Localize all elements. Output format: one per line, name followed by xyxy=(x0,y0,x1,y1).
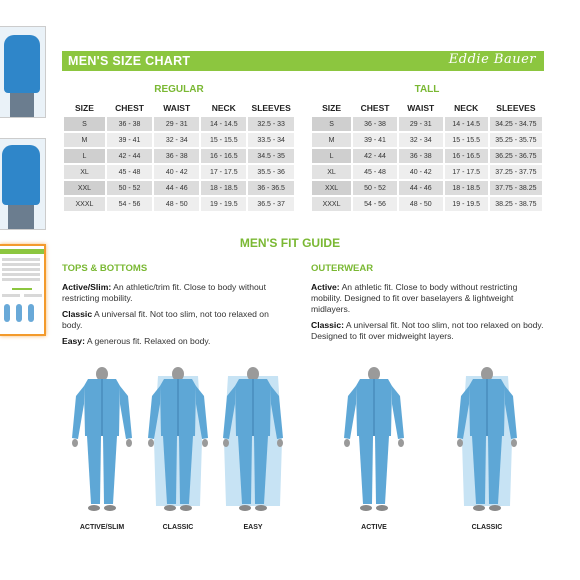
figure-head xyxy=(247,367,259,381)
size-cell: M xyxy=(64,133,105,147)
measurement-cell: 37.75 - 38.25 xyxy=(490,181,542,195)
size-cell: XXXL xyxy=(312,197,351,211)
measurement-cell: 17 - 17.5 xyxy=(445,165,488,179)
table-row xyxy=(312,117,542,131)
mini-row xyxy=(2,294,20,297)
size-cell: S xyxy=(312,117,351,131)
figure-right-leg xyxy=(375,436,389,504)
fit-desc: A universal fit. Not too slim, not too relaxed on body. xyxy=(62,309,269,330)
brand-logo: Eddie Bauer xyxy=(448,52,536,67)
column-header: NECK xyxy=(211,103,236,113)
figure-foot xyxy=(104,505,116,511)
measurement-cell: 34.25 - 34.75 xyxy=(490,117,542,131)
fit-description xyxy=(311,282,549,315)
figure-left-arm xyxy=(344,386,356,439)
measurement-cell: 17 - 17.5 xyxy=(201,165,246,179)
figure-hand xyxy=(72,439,78,447)
measurement-cell: 42 - 44 xyxy=(353,149,397,163)
figure-head xyxy=(96,367,108,381)
fit-figure xyxy=(213,366,293,518)
measurement-cell: 18 - 18.5 xyxy=(201,181,246,195)
size-chart-banner xyxy=(62,51,544,71)
mini-row xyxy=(24,294,42,297)
fit-desc: A generous fit. Relaxed on body. xyxy=(84,336,211,346)
measurement-cell: 39 - 41 xyxy=(353,133,397,147)
figure-hand xyxy=(398,439,404,447)
table-row xyxy=(64,133,294,147)
measurement-cell: 15 - 15.5 xyxy=(201,133,246,147)
fit-description xyxy=(62,282,288,304)
figure-hand xyxy=(457,439,463,447)
measurement-cell: 29 - 31 xyxy=(154,117,199,131)
size-chart-title: MEN'S SIZE CHART xyxy=(68,54,191,68)
measurement-cell: 45 - 48 xyxy=(353,165,397,179)
fit-term: Active/Slim: xyxy=(62,282,112,292)
figure-foot xyxy=(88,505,100,511)
size-cell: XL xyxy=(64,165,105,179)
measurement-cell: 34.5 - 35 xyxy=(248,149,294,163)
measurement-cell: 36 - 38 xyxy=(154,149,199,163)
figure-foot xyxy=(164,505,176,511)
figure-head xyxy=(481,367,493,381)
regular-label: REGULAR xyxy=(154,84,204,95)
figure-foot xyxy=(255,505,267,511)
tops-bottoms-descriptions xyxy=(62,282,288,352)
measurement-cell: 39 - 41 xyxy=(107,133,152,147)
measurement-cell: 15 - 15.5 xyxy=(445,133,488,147)
figure-foot xyxy=(489,505,501,511)
mini-row xyxy=(2,278,40,281)
column-header: SIZE xyxy=(322,103,341,113)
shirt-image xyxy=(4,35,40,93)
fit-figure xyxy=(334,366,414,518)
figure-right-arm xyxy=(120,386,132,439)
figure-head xyxy=(368,367,380,381)
measurement-cell: 36 - 38 xyxy=(353,117,397,131)
mini-row xyxy=(2,258,40,261)
measurement-cell: 32 - 34 xyxy=(399,133,443,147)
measurement-cell: 44 - 46 xyxy=(154,181,199,195)
size-cell: M xyxy=(312,133,351,147)
mini-row xyxy=(2,268,40,271)
outerwear-descriptions xyxy=(311,282,549,347)
table-row xyxy=(64,181,294,195)
table-row xyxy=(64,197,294,211)
column-header: WAIST xyxy=(163,103,191,113)
size-cell: S xyxy=(64,117,105,131)
fit-description xyxy=(62,309,288,331)
table-row xyxy=(312,149,542,163)
measurement-cell: 40 - 42 xyxy=(154,165,199,179)
column-header: CHEST xyxy=(115,103,144,113)
mini-figure xyxy=(16,304,22,322)
measurement-cell: 14 - 14.5 xyxy=(201,117,246,131)
measurement-cell: 45 - 48 xyxy=(107,165,152,179)
column-header: CHEST xyxy=(360,103,390,113)
fit-figure-label: CLASSIC xyxy=(471,524,503,531)
table-row xyxy=(312,165,542,179)
measurement-cell: 48 - 50 xyxy=(154,197,199,211)
figure-left-arm xyxy=(72,386,84,439)
measurement-cell: 32.5 - 33 xyxy=(248,117,294,131)
figure-hand xyxy=(223,439,229,447)
column-header: NECK xyxy=(454,103,479,113)
measurement-cell: 36.5 - 37 xyxy=(248,197,294,211)
measurement-cell: 37.25 - 37.75 xyxy=(490,165,542,179)
tops-bottoms-heading: TOPS & BOTTOMS xyxy=(62,263,148,274)
fit-term: Classic xyxy=(62,309,93,319)
fit-desc: An athletic fit. Close to body without restricting mobility. Designed to fit over baselayers & lightweight midlayers. xyxy=(311,282,518,314)
size-cell: L xyxy=(64,149,105,163)
measurement-cell: 42 - 44 xyxy=(107,149,152,163)
fit-term: Easy: xyxy=(62,336,85,346)
figure-head xyxy=(172,367,184,381)
mini-heading xyxy=(12,288,32,290)
figure-right-leg xyxy=(103,436,117,504)
mini-row xyxy=(2,263,40,266)
table-row xyxy=(312,197,542,211)
fit-desc: A universal fit. Not too slim, not too relaxed on body. Designed to fit over midweight layers. xyxy=(311,320,544,341)
figure-foot xyxy=(473,505,485,511)
figure-hand xyxy=(344,439,350,447)
size-cell: XL xyxy=(312,165,351,179)
mini-figure xyxy=(4,304,10,322)
figure-foot xyxy=(180,505,192,511)
fit-term: Active: xyxy=(311,282,340,292)
figure-foot xyxy=(376,505,388,511)
measurement-cell: 18 - 18.5 xyxy=(445,181,488,195)
fit-desc: An athletic/trim fit. Close to body without restricting mobility. xyxy=(62,282,266,303)
column-header: SLEEVES xyxy=(496,103,536,113)
outerwear-heading: OUTERWEAR xyxy=(311,263,374,274)
size-cell: L xyxy=(312,149,351,163)
table-row xyxy=(64,165,294,179)
thumbnail-front-view[interactable] xyxy=(0,26,46,118)
fit-figure-label: ACTIVE/SLIM xyxy=(79,524,125,531)
regular-size-table xyxy=(62,99,296,213)
measurement-cell: 36.25 - 36.75 xyxy=(490,149,542,163)
mini-row xyxy=(2,273,40,276)
figure-right-arm xyxy=(392,386,404,439)
figure-left-leg xyxy=(359,436,373,504)
measurement-cell: 16 - 16.5 xyxy=(201,149,246,163)
measurement-cell: 54 - 56 xyxy=(353,197,397,211)
fit-description xyxy=(311,320,549,342)
figure-hand xyxy=(202,439,208,447)
measurement-cell: 32 - 34 xyxy=(154,133,199,147)
pants-image xyxy=(10,93,34,118)
column-header: WAIST xyxy=(407,103,435,113)
measurement-cell: 33.5 - 34 xyxy=(248,133,294,147)
figure-foot xyxy=(239,505,251,511)
fit-term: Classic: xyxy=(311,320,344,330)
table-row xyxy=(64,149,294,163)
measurement-cell: 29 - 31 xyxy=(399,117,443,131)
pants-image xyxy=(8,205,34,230)
measurement-cell: 35.25 - 35.75 xyxy=(490,133,542,147)
measurement-cell: 19 - 19.5 xyxy=(201,197,246,211)
shirt-image xyxy=(2,145,40,205)
measurement-cell: 36 - 38 xyxy=(399,149,443,163)
fit-description xyxy=(62,336,288,347)
figure-left-leg xyxy=(87,436,101,504)
measurement-cell: 40 - 42 xyxy=(399,165,443,179)
size-cell: XXL xyxy=(64,181,105,195)
fit-figure xyxy=(447,366,527,518)
measurement-cell: 14 - 14.5 xyxy=(445,117,488,131)
mini-figure xyxy=(28,304,34,322)
measurement-cell: 19 - 19.5 xyxy=(445,197,488,211)
fit-figure-label: EASY xyxy=(243,524,263,531)
thumbnail-side-view[interactable] xyxy=(0,138,46,230)
table-row xyxy=(312,181,542,195)
figure-hand xyxy=(126,439,132,447)
fit-figure-label: ACTIVE xyxy=(361,524,387,531)
table-row xyxy=(64,117,294,131)
measurement-cell: 50 - 52 xyxy=(107,181,152,195)
tall-size-table xyxy=(310,99,544,213)
measurement-cell: 48 - 50 xyxy=(399,197,443,211)
figure-hand xyxy=(277,439,283,447)
thumbnail-size-chart[interactable] xyxy=(0,244,46,336)
fit-figure-label: CLASSIC xyxy=(162,524,194,531)
measurement-cell: 38.25 - 38.75 xyxy=(490,197,542,211)
fit-figure xyxy=(62,366,142,518)
size-cell: XXXL xyxy=(64,197,105,211)
measurement-cell: 16 - 16.5 xyxy=(445,149,488,163)
fit-figure xyxy=(138,366,218,518)
measurement-cell: 36 - 36.5 xyxy=(248,181,294,195)
figure-hand xyxy=(511,439,517,447)
figure-foot xyxy=(360,505,372,511)
column-header: SIZE xyxy=(75,103,94,113)
measurement-cell: 35.5 - 36 xyxy=(248,165,294,179)
size-cell: XXL xyxy=(312,181,351,195)
fit-guide-title: MEN'S FIT GUIDE xyxy=(239,236,341,250)
measurement-cell: 36 - 38 xyxy=(107,117,152,131)
tall-label: TALL xyxy=(414,84,440,95)
measurement-cell: 54 - 56 xyxy=(107,197,152,211)
thumbnail-strip xyxy=(0,0,48,580)
figure-hand xyxy=(148,439,154,447)
measurement-cell: 50 - 52 xyxy=(353,181,397,195)
measurement-cell: 44 - 46 xyxy=(399,181,443,195)
table-row xyxy=(312,133,542,147)
column-header: SLEEVES xyxy=(251,103,291,113)
